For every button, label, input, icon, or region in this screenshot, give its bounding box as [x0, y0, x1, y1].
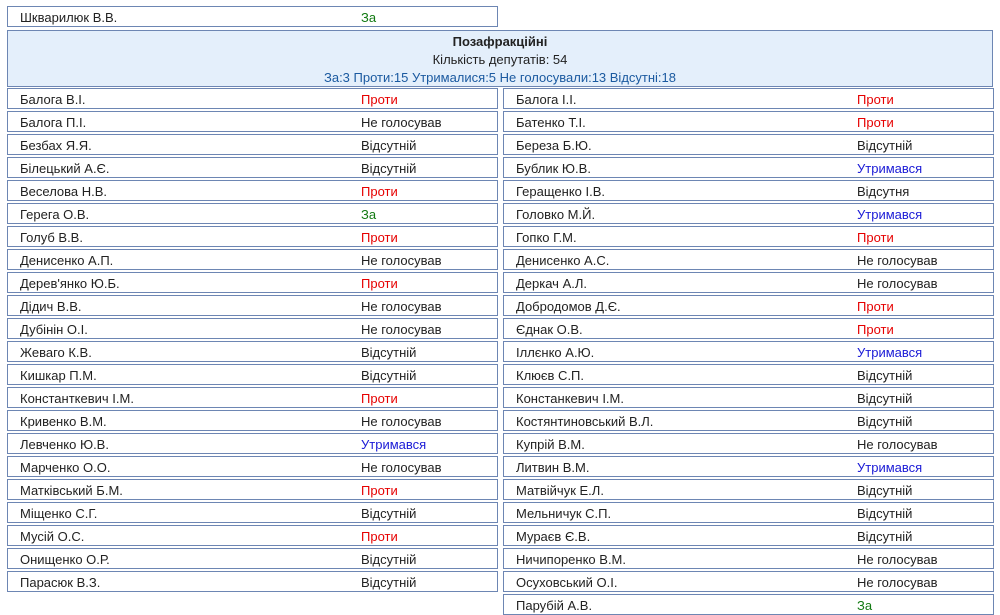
vote-result: Не голосував	[361, 322, 442, 337]
deputy-name: Онищенко О.Р.	[20, 552, 110, 567]
deputy-row	[7, 502, 498, 523]
vote-result: Утримався	[857, 345, 923, 360]
vote-result: Не голосував	[361, 299, 442, 314]
vote-result: Не голосував	[857, 437, 938, 452]
deputy-row	[503, 226, 994, 247]
vote-result: Відсутній	[361, 368, 417, 383]
deputy-name: Матківський Б.М.	[20, 483, 123, 498]
vote-result: Проти	[857, 92, 894, 107]
vote-result: Відсутній	[857, 368, 913, 383]
deputy-count: Кількість депутатів: 54	[432, 52, 568, 67]
vote-result: Відсутня	[857, 184, 910, 199]
deputy-name: Балога П.І.	[20, 115, 87, 130]
deputy-name: Деркач А.Л.	[516, 276, 587, 291]
deputy-row	[503, 180, 994, 201]
deputy-row	[503, 249, 994, 270]
vote-result: За	[857, 598, 873, 613]
vote-result: Відсутній	[361, 552, 417, 567]
deputy-name: Веселова Н.В.	[20, 184, 108, 199]
deputy-row	[7, 525, 498, 546]
deputy-row	[503, 548, 994, 569]
deputy-row	[7, 272, 498, 293]
deputy-row	[503, 203, 994, 224]
vote-result: Відсутній	[857, 138, 913, 153]
deputy-name: Береза Б.Ю.	[516, 138, 592, 153]
vote-result: Утримався	[857, 460, 923, 475]
deputy-row	[7, 433, 498, 454]
deputy-row	[503, 134, 994, 155]
vote-result: За	[361, 207, 377, 222]
deputy-row	[503, 88, 994, 109]
vote-result: Відсутній	[857, 391, 913, 406]
deputy-name: Геращенко І.В.	[516, 184, 606, 199]
vote-result: Відсутній	[361, 575, 417, 590]
deputy-row	[7, 364, 498, 385]
vote-result: Проти	[361, 483, 398, 498]
deputy-name: Дерев'янко Ю.Б.	[20, 276, 120, 291]
faction-title: Позафракційні	[452, 34, 548, 49]
deputy-name: Батенко Т.І.	[516, 115, 586, 130]
vote-result: Відсутній	[857, 483, 913, 498]
deputy-row	[7, 203, 498, 224]
vote-summary: За:3 Проти:15 Утрималися:5 Не голосували:13 Відсутні:18	[323, 70, 676, 85]
vote-result: Утримався	[857, 207, 923, 222]
deputy-row	[503, 410, 994, 431]
deputy-name: Литвин В.М.	[516, 460, 590, 475]
deputy-row	[503, 341, 994, 362]
vote-result: Проти	[857, 322, 894, 337]
vote-result: Не голосував	[857, 575, 938, 590]
deputy-name: Шкварилюк В.В.	[20, 10, 118, 25]
deputy-row	[7, 249, 498, 270]
deputy-name: Балога В.І.	[20, 92, 86, 107]
vote-result: Відсутній	[857, 529, 913, 544]
deputy-name: Іллєнко А.Ю.	[516, 345, 595, 360]
vote-result: Проти	[361, 529, 398, 544]
vote-result: Відсутній	[857, 414, 913, 429]
vote-result: Не голосував	[361, 115, 442, 130]
deputy-row-top	[7, 6, 498, 27]
deputy-name: Осуховський О.І.	[516, 575, 618, 590]
deputy-name: Ничипоренко В.М.	[516, 552, 626, 567]
deputy-name: Левченко Ю.В.	[20, 437, 109, 452]
deputy-row	[7, 318, 498, 339]
deputy-name: Безбах Я.Я.	[20, 138, 92, 153]
deputy-name: Балога І.І.	[516, 92, 577, 107]
deputy-name: Купрій В.М.	[516, 437, 585, 452]
deputy-name: Мельничук С.П.	[516, 506, 612, 521]
vote-result: Проти	[857, 299, 894, 314]
vote-result: Проти	[361, 391, 398, 406]
deputy-name: Мураєв Є.В.	[516, 529, 591, 544]
deputy-row	[7, 88, 498, 109]
deputy-name: Денисенко А.С.	[516, 253, 610, 268]
vote-result: Не голосував	[857, 552, 938, 567]
vote-result: Відсутній	[361, 345, 417, 360]
faction-header-nonaffiliated	[7, 30, 993, 87]
deputy-name: Парасюк В.З.	[20, 575, 101, 590]
vote-result: Проти	[857, 230, 894, 245]
deputy-row	[503, 594, 994, 615]
deputy-name: Констанкевич І.М.	[516, 391, 624, 406]
vote-result: Відсутній	[361, 138, 417, 153]
deputy-row	[503, 318, 994, 339]
deputy-name: Головко М.Й.	[516, 207, 596, 222]
deputy-name: Кривенко В.М.	[20, 414, 107, 429]
vote-result: Не голосував	[361, 253, 442, 268]
deputy-row	[7, 111, 498, 132]
deputy-row	[503, 387, 994, 408]
deputy-name: Жеваго К.В.	[20, 345, 92, 360]
deputy-row	[503, 364, 994, 385]
deputy-row	[503, 525, 994, 546]
deputy-name: Гопко Г.М.	[516, 230, 577, 245]
deputy-name: Мусій О.С.	[20, 529, 85, 544]
deputy-row	[7, 226, 498, 247]
deputy-row	[503, 295, 994, 316]
deputy-row	[7, 456, 498, 477]
deputy-row	[503, 571, 994, 592]
vote-result: Утримався	[857, 161, 923, 176]
deputy-name: Добродомов Д.Є.	[516, 299, 621, 314]
vote-result: Проти	[361, 230, 398, 245]
deputy-row	[503, 502, 994, 523]
deputy-name: Марченко О.О.	[20, 460, 111, 475]
deputy-name: Дідич В.В.	[20, 299, 82, 314]
deputy-row	[503, 479, 994, 500]
vote-result: Не голосував	[857, 276, 938, 291]
deputy-row	[7, 134, 498, 155]
vote-result: Проти	[361, 276, 398, 291]
deputy-name: Кишкар П.М.	[20, 368, 97, 383]
deputy-name: Міщенко С.Г.	[20, 506, 98, 521]
deputy-row	[7, 571, 498, 592]
deputy-name: Єднак О.В.	[516, 322, 583, 337]
deputy-row	[7, 479, 498, 500]
deputy-name: Денисенко А.П.	[20, 253, 114, 268]
deputy-row	[503, 272, 994, 293]
deputy-row	[7, 341, 498, 362]
deputy-name: Парубій А.В.	[516, 598, 593, 613]
deputy-row	[7, 157, 498, 178]
vote-result: Відсутній	[857, 506, 913, 521]
deputy-row	[503, 433, 994, 454]
deputy-name: Костянтиновський В.Л.	[516, 414, 654, 429]
deputy-row	[7, 180, 498, 201]
vote-result: Не голосував	[857, 253, 938, 268]
deputy-name: Голуб В.В.	[20, 230, 83, 245]
deputy-name: Дубінін О.І.	[20, 322, 88, 337]
vote-result: Відсутній	[361, 506, 417, 521]
deputy-row	[503, 456, 994, 477]
vote-result: Не голосував	[361, 460, 442, 475]
deputy-name: Матвійчук Е.Л.	[516, 483, 604, 498]
deputy-row	[7, 410, 498, 431]
deputy-name: Білецький А.Є.	[20, 161, 110, 176]
deputy-name: Герега О.В.	[20, 207, 90, 222]
deputy-row	[503, 157, 994, 178]
vote-result: Проти	[361, 184, 398, 199]
vote-result: Проти	[361, 92, 398, 107]
deputy-name: Бублик Ю.В.	[516, 161, 591, 176]
deputy-row	[7, 295, 498, 316]
deputy-row	[503, 111, 994, 132]
deputy-row	[7, 548, 498, 569]
deputy-name: Клюєв С.П.	[516, 368, 585, 383]
vote-result: Проти	[857, 115, 894, 130]
vote-result: Відсутній	[361, 161, 417, 176]
vote-result: За	[361, 10, 377, 25]
deputy-row	[7, 387, 498, 408]
vote-result: Утримався	[361, 437, 427, 452]
vote-result: Не голосував	[361, 414, 442, 429]
deputy-name: Константкевич І.М.	[20, 391, 134, 406]
